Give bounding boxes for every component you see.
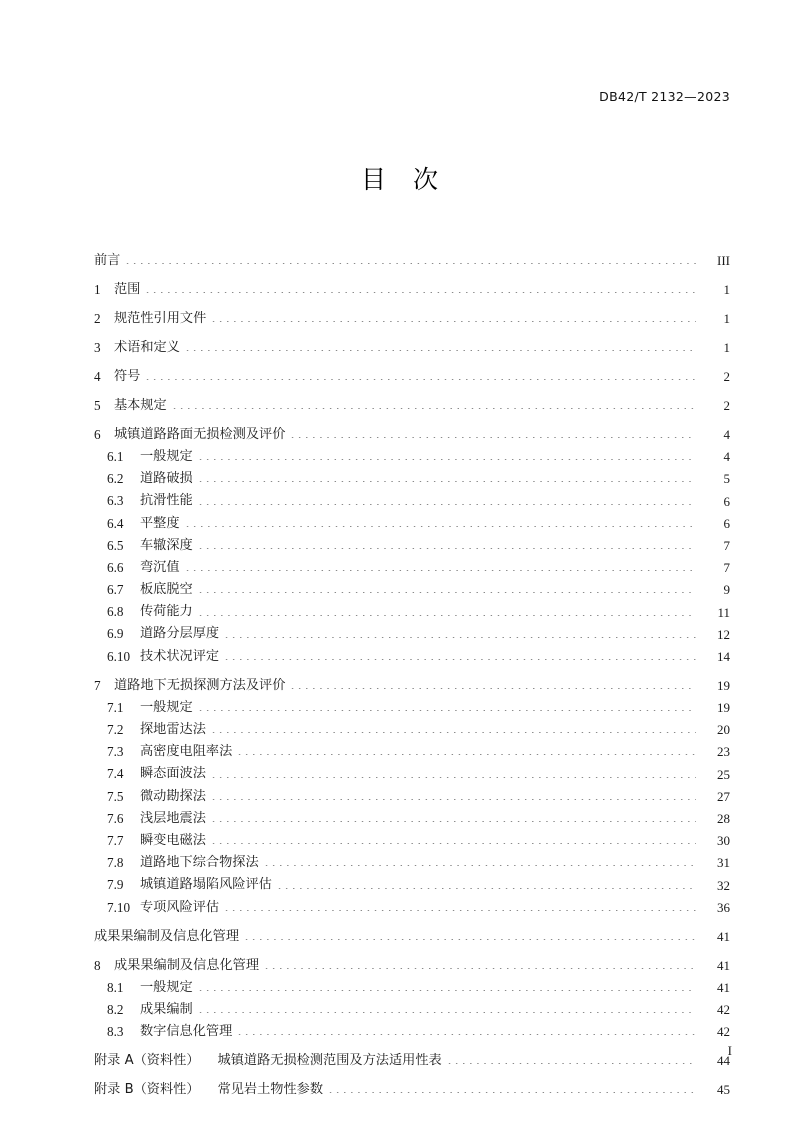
toc-dot-leader	[210, 312, 696, 325]
toc-entry-label: 瞬变电磁法	[140, 832, 206, 848]
toc-entry-number: 5	[94, 397, 101, 413]
toc-entry-label: 城镇道路塌陷风险评估	[140, 877, 272, 893]
toc-entry-number: 7.9	[107, 877, 124, 893]
toc-entry-number: 7.5	[107, 788, 124, 804]
toc-dot-leader	[184, 517, 696, 530]
page-title-char-1: 目	[360, 165, 387, 194]
toc-entry[interactable]	[94, 325, 730, 354]
toc-entry[interactable]	[94, 892, 730, 914]
toc-entry-number: 6.4	[107, 515, 124, 531]
toc-entry[interactable]	[94, 869, 730, 891]
toc-entry-page-number: 41	[717, 979, 730, 995]
toc-entry-number: 7.6	[107, 810, 124, 826]
toc-entry-page-number: 28	[717, 811, 730, 826]
toc-entry-label: 板底脱空	[140, 582, 193, 598]
toc-entry-page-number: 23	[717, 744, 730, 760]
toc-entry-page-number: 36	[717, 899, 730, 915]
toc-entry-page-number: 44	[717, 1053, 730, 1069]
toc-entry-label: 一般规定	[140, 979, 193, 995]
table-of-contents	[94, 238, 730, 1096]
toc-entry-page-number: 1	[723, 282, 730, 297]
toc-dot-leader	[210, 812, 696, 825]
toc-entry-page-number: 7	[723, 560, 730, 576]
toc-appendix-title: 城镇道路无损检测范围及方法适用性表	[217, 1053, 442, 1069]
toc-entry-label: 一般规定	[140, 699, 193, 715]
toc-entry[interactable]	[94, 736, 730, 758]
toc-entry-label: 成果果编制及信息化管理	[94, 928, 240, 944]
toc-entry-page-number: 19	[717, 677, 730, 693]
toc-entry-label: 一般规定	[140, 448, 193, 464]
toc-entry-number: 8.2	[107, 1001, 124, 1017]
toc-entry-number: 4	[94, 368, 101, 384]
toc-dot-leader	[289, 428, 696, 441]
toc-entry-page-number: 27	[717, 788, 730, 804]
toc-entry-label: 道路地下综合物探法	[140, 855, 259, 871]
toc-entry[interactable]	[94, 943, 730, 972]
toc-entry[interactable]	[94, 552, 730, 574]
toc-entry-number: 6.10	[107, 648, 131, 664]
toc-entry-page-number: III	[717, 253, 730, 268]
toc-entry-page-number: 7	[723, 537, 730, 553]
toc-entry-number: 7.7	[107, 832, 124, 848]
toc-entry-page-number: 41	[717, 928, 730, 944]
toc-entry-number: 8.3	[107, 1024, 124, 1040]
toc-entry-page-number: 5	[723, 471, 730, 487]
toc-entry[interactable]	[94, 441, 730, 463]
toc-entry[interactable]	[94, 692, 730, 714]
toc-appendix-designation: 附录 A（资料性）	[94, 1053, 200, 1069]
toc-entry[interactable]	[94, 1067, 730, 1096]
toc-entry-number: 6.1	[107, 448, 124, 464]
toc-entry-page-number: 4	[723, 427, 730, 442]
toc-dot-leader	[289, 679, 696, 692]
toc-entry-label: 成果编制	[140, 1001, 193, 1017]
toc-entry[interactable]	[94, 972, 730, 994]
toc-entry-page-number: 41	[717, 957, 730, 973]
toc-entry[interactable]	[94, 463, 730, 485]
toc-entry[interactable]	[94, 267, 730, 296]
toc-entry[interactable]	[94, 914, 730, 943]
toc-entry-number: 6.2	[107, 471, 124, 487]
toc-dot-leader	[210, 723, 696, 736]
toc-entry-page-number: 6	[723, 493, 730, 509]
toc-dot-leader	[184, 561, 696, 574]
toc-entry-page-number: 30	[717, 833, 730, 849]
toc-entry-label: 传荷能力	[140, 604, 193, 620]
toc-dot-leader	[223, 628, 696, 641]
toc-entry-label: 瞬态面波法	[140, 766, 206, 782]
toc-entry[interactable]	[94, 508, 730, 530]
toc-entry-label: 车辙深度	[140, 537, 193, 553]
toc-entry-label: 前言	[94, 252, 121, 268]
toc-entry-number: 7.1	[107, 699, 124, 715]
toc-entry-page-number: 25	[717, 766, 730, 782]
toc-entry-label: 术语和定义	[114, 339, 180, 355]
toc-dot-leader	[327, 1083, 696, 1096]
toc-entry-number: 6.5	[107, 537, 124, 553]
toc-entry-label: 专项风险评估	[140, 899, 220, 915]
toc-entry-number: 7	[94, 677, 101, 693]
page-title-char-2: 次	[413, 165, 440, 194]
toc-entry-number: 7.8	[107, 855, 124, 871]
toc-entry-page-number: 14	[717, 648, 730, 664]
toc-dot-leader	[144, 283, 696, 296]
toc-entry-page-number: 19	[717, 700, 730, 716]
toc-entry-label: 道路分层厚度	[140, 626, 220, 642]
toc-entry-label: 平整度	[140, 515, 180, 531]
toc-entry-label: 城镇道路路面无损检测及评价	[114, 426, 286, 442]
toc-entry-label: 弯沉值	[140, 559, 180, 575]
toc-entry-page-number: 31	[717, 855, 730, 871]
toc-dot-leader	[446, 1054, 696, 1067]
toc-entry[interactable]	[94, 714, 730, 736]
toc-entry-page-number: 42	[717, 1002, 730, 1018]
toc-dot-leader	[236, 745, 696, 758]
toc-entry-page-number: 32	[717, 877, 730, 893]
toc-entry-label: 道路地下无损探测方法及评价	[114, 677, 286, 693]
toc-entry-page-number: 20	[717, 722, 730, 738]
toc-dot-leader	[197, 539, 696, 552]
toc-entry[interactable]	[94, 781, 730, 803]
toc-entry[interactable]	[94, 619, 730, 641]
toc-dot-leader	[197, 495, 696, 508]
toc-entry-label: 符号	[114, 368, 141, 384]
toc-entry-number: 6.6	[107, 559, 124, 575]
toc-dot-leader	[197, 606, 696, 619]
toc-dot-leader	[184, 341, 696, 354]
toc-entry[interactable]	[94, 238, 730, 267]
toc-entry-page-number: 12	[717, 626, 730, 642]
toc-dot-leader	[144, 370, 696, 383]
standard-code-header: DB42/T 2132—2023	[599, 89, 730, 104]
toc-appendix-title: 常见岩土物性参数	[217, 1082, 324, 1098]
toc-entry-number: 7.10	[107, 899, 131, 915]
toc-entry-page-number: 4	[723, 449, 730, 465]
toc-dot-leader	[276, 879, 696, 892]
toc-entry-number: 7.3	[107, 744, 124, 760]
toc-entry[interactable]	[94, 530, 730, 552]
toc-entry-number: 2	[94, 310, 101, 326]
toc-entry-page-number: 6	[723, 515, 730, 531]
toc-entry-label: 道路破损	[140, 471, 193, 487]
toc-dot-leader	[236, 1025, 696, 1038]
toc-dot-leader	[197, 583, 696, 596]
toc-entry-page-number: 1	[723, 340, 730, 355]
toc-entry[interactable]	[94, 663, 730, 692]
toc-entry-number: 6.3	[107, 493, 124, 509]
toc-entry[interactable]	[94, 485, 730, 507]
toc-entry-number: 8.1	[107, 979, 124, 995]
toc-entry-label	[94, 1083, 327, 1096]
toc-entry[interactable]	[94, 641, 730, 663]
toc-entry-number: 1	[94, 281, 101, 297]
toc-dot-leader	[197, 1003, 696, 1016]
toc-dot-leader	[197, 450, 696, 463]
toc-entry[interactable]	[94, 1038, 730, 1067]
toc-entry-number: 6	[94, 426, 101, 442]
toc-entry[interactable]	[94, 354, 730, 383]
toc-dot-leader	[210, 768, 696, 781]
toc-dot-leader	[197, 981, 696, 994]
toc-dot-leader	[210, 790, 696, 803]
toc-entry-page-number: 45	[717, 1082, 730, 1098]
toc-entry[interactable]	[94, 825, 730, 847]
toc-entry-label: 规范性引用文件	[114, 310, 207, 326]
toc-entry-page-number: 11	[717, 604, 730, 620]
toc-dot-leader	[263, 856, 696, 869]
toc-entry-label	[94, 1054, 446, 1067]
toc-dot-leader	[210, 834, 696, 847]
toc-entry-number: 7.4	[107, 766, 124, 782]
toc-dot-leader	[263, 959, 696, 972]
toc-entry-number: 7.2	[107, 722, 124, 738]
toc-dot-leader	[223, 650, 696, 663]
toc-entry-label: 技术状况评定	[140, 648, 220, 664]
toc-entry-label: 基本规定	[114, 397, 167, 413]
toc-entry-label: 抗滑性能	[140, 493, 193, 509]
toc-entry[interactable]	[94, 994, 730, 1016]
toc-entry-number: 6.7	[107, 582, 124, 598]
toc-entry-label: 数字信息化管理	[140, 1024, 233, 1040]
toc-dot-leader	[171, 399, 696, 412]
page-title	[0, 160, 800, 196]
toc-entry-label: 探地雷达法	[140, 722, 206, 738]
toc-dot-leader	[197, 472, 696, 485]
toc-entry[interactable]	[94, 596, 730, 618]
toc-entry-label: 高密度电阻率法	[140, 744, 233, 760]
toc-dot-leader	[223, 901, 696, 914]
toc-entry-label: 范围	[114, 281, 141, 297]
toc-entry-page-number: 2	[723, 369, 730, 384]
toc-entry-page-number: 42	[717, 1024, 730, 1040]
toc-entry[interactable]	[94, 383, 730, 412]
toc-entry-number: 6.8	[107, 604, 124, 620]
toc-entry-label: 微动勘探法	[140, 788, 206, 804]
toc-entry[interactable]	[94, 803, 730, 825]
toc-dot-leader	[243, 930, 696, 943]
toc-entry-label: 浅层地震法	[140, 810, 206, 826]
footer-page-number: I	[727, 1043, 732, 1058]
toc-entry[interactable]	[94, 847, 730, 869]
toc-entry[interactable]	[94, 412, 730, 441]
toc-entry-page-number: 9	[723, 582, 730, 598]
toc-entry-page-number: 2	[723, 398, 730, 413]
toc-dot-leader	[124, 254, 696, 267]
toc-entry[interactable]	[94, 574, 730, 596]
toc-entry-number: 6.9	[107, 626, 124, 642]
toc-entry-label: 成果果编制及信息化管理	[114, 957, 260, 973]
toc-appendix-designation: 附录 B（资料性）	[94, 1082, 200, 1098]
toc-entry-number: 3	[94, 339, 101, 355]
toc-entry[interactable]	[94, 296, 730, 325]
toc-dot-leader	[197, 701, 696, 714]
toc-entry-page-number: 1	[723, 311, 730, 326]
toc-entry[interactable]	[94, 758, 730, 780]
toc-entry-number: 8	[94, 957, 101, 973]
toc-entry[interactable]	[94, 1016, 730, 1038]
